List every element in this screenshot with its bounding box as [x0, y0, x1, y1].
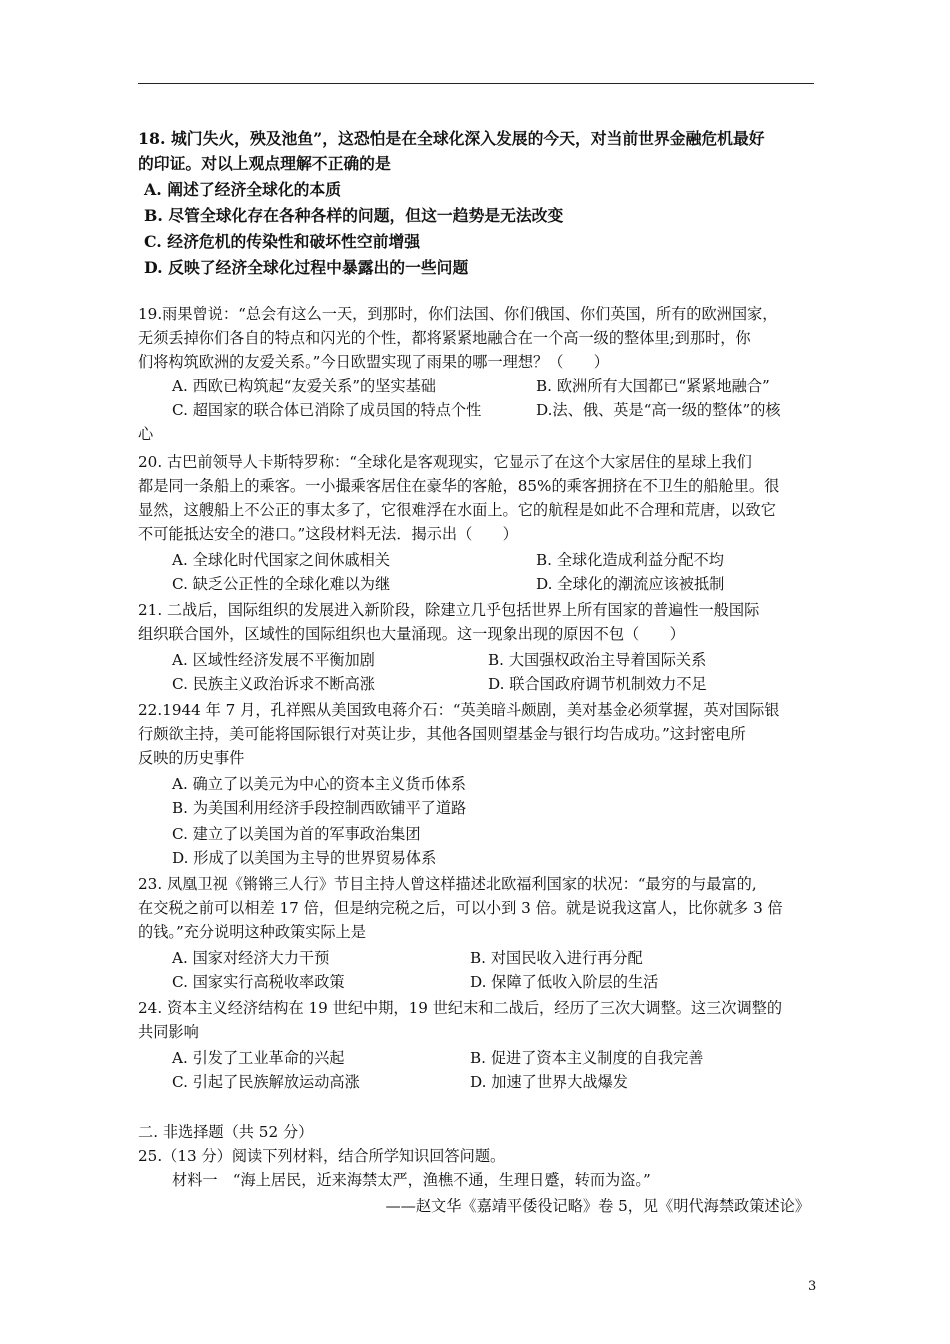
- q18-stem-line1: 18. 城门失火，殃及池鱼”，这恐怕是在全球化深入发展的今天，对当前世界金融危机最好: [138, 129, 765, 148]
- q19-option-a: A. 西欧已构筑起“友爱关系”的坚实基础: [172, 377, 436, 395]
- q22-stem-line1: 22.1944 年 7 月，孔祥熙从美国致电蒋介石：“英美暗斗颇剧，美对基金必须掌握，英对国际银: [138, 701, 780, 719]
- q22-option-a: A. 确立了以美元为中心的资本主义货币体系: [172, 775, 466, 793]
- q20-stem-line4: 不可能抵达安全的港口。”这段材料无法．揭示出（ ）: [138, 525, 518, 543]
- q21-stem-line2: 组织联合国外，区域性的国际组织也大量涌现。这一现象出现的原因不包（ ）: [138, 625, 685, 643]
- q22-option-c: C. 建立了以美国为首的军事政治集团: [172, 825, 421, 843]
- q23-option-a: A. 国家对经济大力干预: [172, 949, 330, 967]
- q25-material-1: 材料一 “海上居民，近来海禁太严，渔樵不通，生理日蹙，转而为盗。”: [172, 1171, 651, 1189]
- q19-option-c: C. 超国家的联合体已消除了成员国的特点个性: [172, 401, 482, 419]
- q20-option-b: B. 全球化造成利益分配不均: [536, 551, 724, 569]
- q20-stem-line2: 都是同一条船上的乘客。一小撮乘客居住在豪华的客舱，85%的乘客拥挤在不卫生的船舱里。很: [138, 477, 780, 495]
- q22-stem-line3: 反映的历史事件: [138, 749, 245, 767]
- q19-option-b: B. 欧洲所有大国都已“紧紧地融合”: [536, 377, 770, 395]
- q22-stem-line2: 行颇欲主持，美可能将国际银行对英让步，其他各国则望基金与银行均告成功。”这封密电所: [138, 725, 746, 743]
- q21-option-d: D. 联合国政府调节机制效力不足: [488, 675, 707, 693]
- q24-option-a: A. 引发了工业革命的兴起: [172, 1049, 345, 1067]
- q20-stem-line3: 显然，这艘船上不公正的事太多了，它很难浮在水面上。它的航程是如此不合理和荒唐，以致它: [138, 501, 776, 519]
- q18-option-d: D. 反映了经济全球化过程中暴露出的一些问题: [144, 258, 469, 277]
- q20-option-d: D. 全球化的潮流应该被抵制: [536, 575, 725, 593]
- q20-option-c: C. 缺乏公正性的全球化难以为继: [172, 575, 391, 593]
- q25-stem-line1: 25.（13 分）阅读下列材料，结合所学知识回答问题。: [138, 1147, 506, 1165]
- q18-option-a: A. 阐述了经济全球化的本质: [144, 180, 342, 199]
- q22-option-d: D. 形成了以美国为主导的世界贸易体系: [172, 849, 437, 867]
- q23-option-b: B. 对国民收入进行再分配: [470, 949, 643, 967]
- q18-stem-line2: 的印证。对以上观点理解不正确的是: [138, 154, 391, 173]
- q19-stem-line1: 19.雨果曾说：“总会有这么一天，到那时，你们法国、你们俄国、你们英国，所有的欧洲国家，: [138, 305, 778, 323]
- q19-stem-line2: 无须丢掉你们各自的特点和闪光的个性，都将紧紧地融合在一个高一级的整体里;到那时，你: [138, 329, 751, 347]
- q23-stem-line1: 23. 凤凰卫视《锵锵三人行》节目主持人曾这样描述北欧福利国家的状况：“最穷的与最富的,: [138, 875, 757, 893]
- q21-option-b: B. 大国强权政治主导着国际关系: [488, 651, 707, 669]
- q24-option-d: D. 加速了世界大战爆发: [470, 1073, 628, 1091]
- q23-stem-line3: 的钱。”充分说明这种政策实际上是: [138, 923, 366, 941]
- q24-option-c: C. 引起了民族解放运动高涨: [172, 1073, 360, 1091]
- q19-stem-line3: 们将构筑欧洲的友爱关系。”今日欧盟实现了雨果的哪一理想？（ ）: [138, 353, 609, 371]
- page-number: 3: [808, 1279, 817, 1294]
- q21-stem-line1: 21. 二战后，国际组织的发展进入新阶段，除建立几乎包括世界上所有国家的普遍性一般国际: [138, 601, 760, 619]
- section-heading: 二. 非选择题（共 52 分）: [138, 1123, 314, 1141]
- q24-stem-line1: 24. 资本主义经济结构在 19 世纪中期，19 世纪末和二战后，经历了三次大调整。这三次调整的: [138, 999, 783, 1017]
- q22-option-b: B. 为美国利用经济手段控制西欧铺平了道路: [172, 799, 467, 817]
- q19-option-d: D.法、俄、英是“高一级的整体”的核: [536, 401, 781, 419]
- q23-option-d: D. 保障了低收入阶层的生活: [470, 973, 659, 991]
- q23-stem-line2: 在交税之前可以相差 17 倍，但是纳完税之后，可以小到 3 倍。就是说我这富人，比你就多 3 倍: [138, 899, 783, 917]
- q20-stem-line1: 20. 古巴前领导人卡斯特罗称：“全球化是客观现实，它显示了在这个大家居住的星球上我们: [138, 453, 752, 471]
- q21-option-a: A. 区域性经济发展不平衡加剧: [172, 651, 375, 669]
- q18-option-b: B. 尽管全球化存在各种各样的问题，但这一趋势是无法改变: [144, 206, 564, 225]
- q23-option-c: C. 国家实行高税收率政策: [172, 973, 345, 991]
- q21-option-c: C. 民族主义政治诉求不断高涨: [172, 675, 375, 693]
- q18-option-c: C. 经济危机的传染性和破坏性空前增强: [144, 232, 421, 251]
- q19-option-d-continued: 心: [138, 425, 154, 443]
- header-rule: [138, 83, 814, 84]
- q24-stem-line2: 共同影响: [138, 1023, 199, 1041]
- q24-option-b: B. 促进了资本主义制度的自我完善: [470, 1049, 704, 1067]
- q25-material-source: ——赵文华《嘉靖平倭役记略》卷 5，见《明代海禁政策述论》: [385, 1197, 810, 1215]
- q20-option-a: A. 全球化时代国家之间休戚相关: [172, 551, 391, 569]
